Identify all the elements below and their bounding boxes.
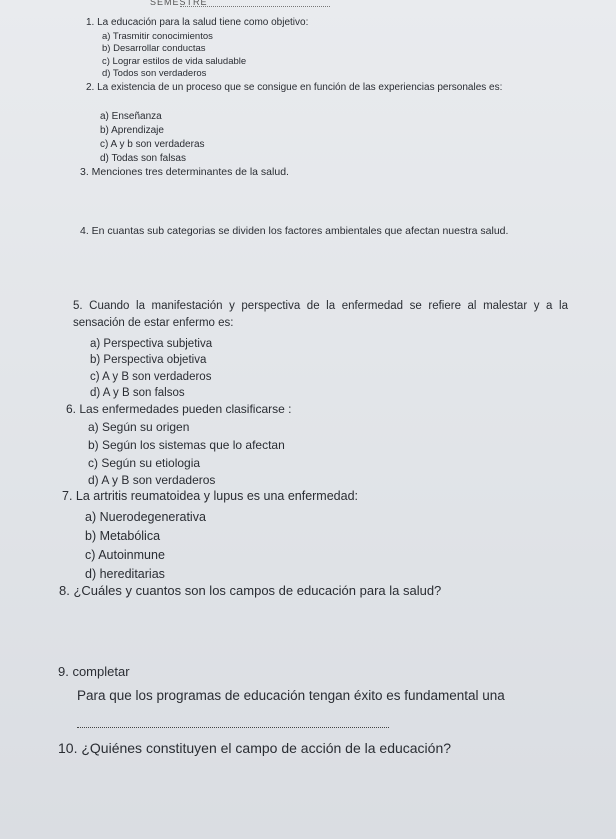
question-7-text: 7. La artritis reumatoidea y lupus es una enfermedad: xyxy=(62,489,359,503)
question-5-option-a: a) Perspectiva subjetiva xyxy=(90,338,213,350)
question-9-prompt-text: Para que los programas de educación tengan éxito es fundamental una xyxy=(77,688,505,703)
question-2-option-a: a) Enseñanza xyxy=(100,111,162,122)
question-9-prompt xyxy=(77,688,616,704)
question-8-text: 8. ¿Cuáles y cuantos son los campos de educación para la salud? xyxy=(59,583,442,598)
question-2 xyxy=(86,82,541,95)
question-1 xyxy=(86,17,386,29)
question-1-option-a: a) Trasmitir conocimientos xyxy=(102,31,213,42)
question-1-option-d: d) Todos son verdaderos xyxy=(102,68,207,79)
question-7-option-a: a) Nuerodegenerativa xyxy=(85,510,206,524)
question-4 xyxy=(80,224,565,239)
question-5-option-d: d) A y B son falsos xyxy=(90,387,185,399)
question-4-text: 4. En cuantas sub categorias se dividen los factores ambientales que afectan nuestra salud. xyxy=(80,225,509,237)
question-9-text: 9. completar xyxy=(58,664,130,679)
semester-header: SEMESTRE xyxy=(150,0,208,7)
question-5-option-b: b) Perspectiva objetiva xyxy=(90,354,207,366)
question-2-option-b: b) Aprendizaje xyxy=(100,125,164,136)
question-5-text: 5. Cuando la manifestación y perspectiva de la enfermedad se refiere al malestar y a la sensación de estar enfermo es: xyxy=(73,300,568,330)
question-6 xyxy=(66,402,466,416)
question-10-text: 10. ¿Quiénes constituyen el campo de acción de la educación? xyxy=(58,740,452,756)
question-3 xyxy=(80,166,480,179)
question-5 xyxy=(73,298,568,333)
question-7-option-c: c) Autoinmune xyxy=(85,548,165,562)
question-2-text: 2. La existencia de un proceso que se consigue en función de las experiencias personales es: xyxy=(86,82,503,93)
question-9 xyxy=(58,664,258,680)
question-7 xyxy=(62,489,512,504)
question-6-option-d: d) A y B son verdaderos xyxy=(88,473,216,487)
question-8 xyxy=(59,583,559,599)
question-3-text: 3. Menciones tres determinantes de la salud. xyxy=(80,166,289,178)
question-2-option-c: c) A y b son verdaderas xyxy=(100,139,205,150)
question-6-option-a: a) Según su origen xyxy=(88,420,190,434)
question-2-option-d: d) Todas son falsas xyxy=(100,153,186,164)
question-6-option-b: b) Según los sistemas que lo afectan xyxy=(88,438,285,452)
answer-blank-line[interactable] xyxy=(77,727,389,728)
question-1-option-b: b) Desarrollar conductas xyxy=(102,43,206,54)
question-5-option-c: c) A y B son verdaderos xyxy=(90,371,212,383)
header-underline xyxy=(180,6,330,7)
question-7-option-d: d) hereditarias xyxy=(85,567,165,581)
question-6-option-c: c) Según su etiologia xyxy=(88,456,201,470)
question-1-option-c: c) Lograr estilos de vida saludable xyxy=(102,56,247,67)
question-6-text: 6. Las enfermedades pueden clasificarse : xyxy=(66,402,292,416)
question-10 xyxy=(58,740,578,757)
question-7-option-b: b) Metabólica xyxy=(85,529,161,543)
question-1-text: 1. La educación para la salud tiene como objetivo: xyxy=(86,17,309,28)
